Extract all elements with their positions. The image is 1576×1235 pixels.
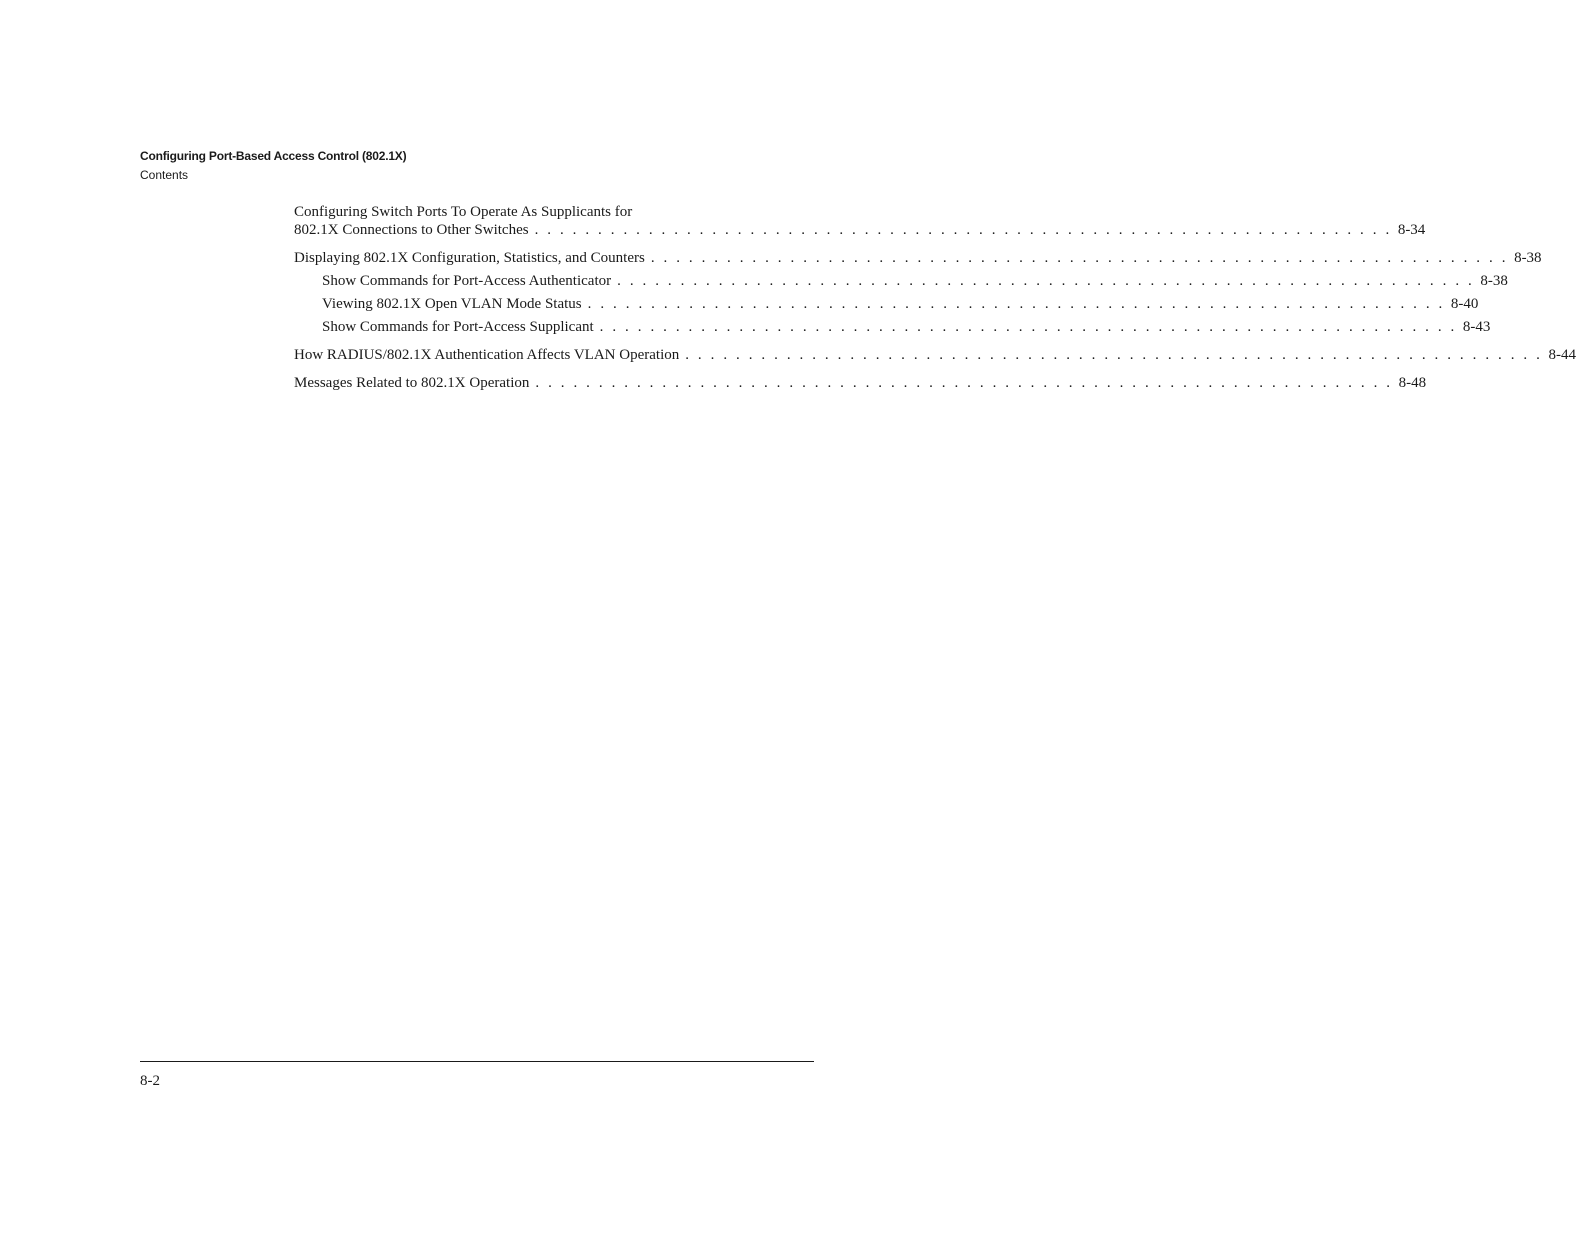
toc-entry-messages[interactable] [294,374,1427,392]
toc-page-number: 8-48 [1398,375,1427,391]
toc-page-number: 8-38 [1480,273,1508,289]
dot-leader: . . . . . . . . . . . . . . . . . . . . . . . . . . . . . . . . . . . . . . . . . . . . . . . . . . . . . . . . . . . . . . . . . . . . [685,347,1543,363]
toc-entry-open-vlan[interactable] [294,295,1479,313]
section-label: Contents [140,168,189,182]
dot-leader: . . . . . . . . . . . . . . . . . . . . . . . . . . . . . . . . . . . . . . . . . . . . . . . . . . . . . . . . . . . . . . . . . . . . [587,296,1445,312]
footer-rule [140,1061,814,1062]
dot-leader: . . . . . . . . . . . . . . . . . . . . . . . . . . . . . . . . . . . . . . . . . . . . . . . . . . . . . . . . . . . . . . . . . . . . [535,375,1393,391]
running-head [140,147,406,185]
toc-page-number: 8-44 [1548,347,1576,363]
toc-entry-title: Show Commands for Port-Access Supplicant [322,319,594,335]
toc-entry-title: Viewing 802.1X Open VLAN Mode Status [322,296,582,312]
toc-entry-supplicant-commands[interactable] [294,318,1491,336]
toc-entry-supplicants[interactable] [294,203,1426,239]
dot-leader: . . . . . . . . . . . . . . . . . . . . . . . . . . . . . . . . . . . . . . . . . . . . . . . . . . . . . . . . . . . . . . . . . . . . [650,250,1509,266]
table-of-contents [294,203,1576,392]
toc-page-number: 8-43 [1462,319,1491,335]
toc-entry-title: Displaying 802.1X Configuration, Statistics, and Counters [294,250,645,266]
chapter-title: Configuring Port-Based Access Control (802.1X) [140,149,407,163]
dot-leader: . . . . . . . . . . . . . . . . . . . . . . . . . . . . . . . . . . . . . . . . . . . . . . . . . . . . . . . . . . . . . . . . . . . . [534,222,1392,238]
toc-entry-radius-vlan[interactable] [294,346,1576,364]
toc-entry-authenticator[interactable] [294,272,1508,290]
toc-entry-title: Show Commands for Port-Access Authenticator [322,273,612,289]
toc-entry-title: How RADIUS/802.1X Authentication Affects VLAN Operation [294,347,680,363]
toc-entry-title-continued: 802.1X Connections to Other Switches [294,222,529,238]
toc-entry-displaying[interactable] [294,249,1542,267]
dot-leader: . . . . . . . . . . . . . . . . . . . . . . . . . . . . . . . . . . . . . . . . . . . . . . . . . . . . . . . . . . . . . . . . . . . . [617,273,1475,289]
toc-page-number: 8-40 [1450,296,1479,312]
toc-entry-title: Messages Related to 802.1X Operation [294,375,530,391]
toc-page-number: 8-38 [1514,250,1542,266]
page-number: 8-2 [140,1073,160,1089]
toc-page-number: 8-34 [1397,222,1426,238]
toc-entry-title: Configuring Switch Ports To Operate As Supplicants for [294,204,633,220]
dot-leader: . . . . . . . . . . . . . . . . . . . . . . . . . . . . . . . . . . . . . . . . . . . . . . . . . . . . . . . . . . . . . . . . . . . . [599,319,1457,335]
